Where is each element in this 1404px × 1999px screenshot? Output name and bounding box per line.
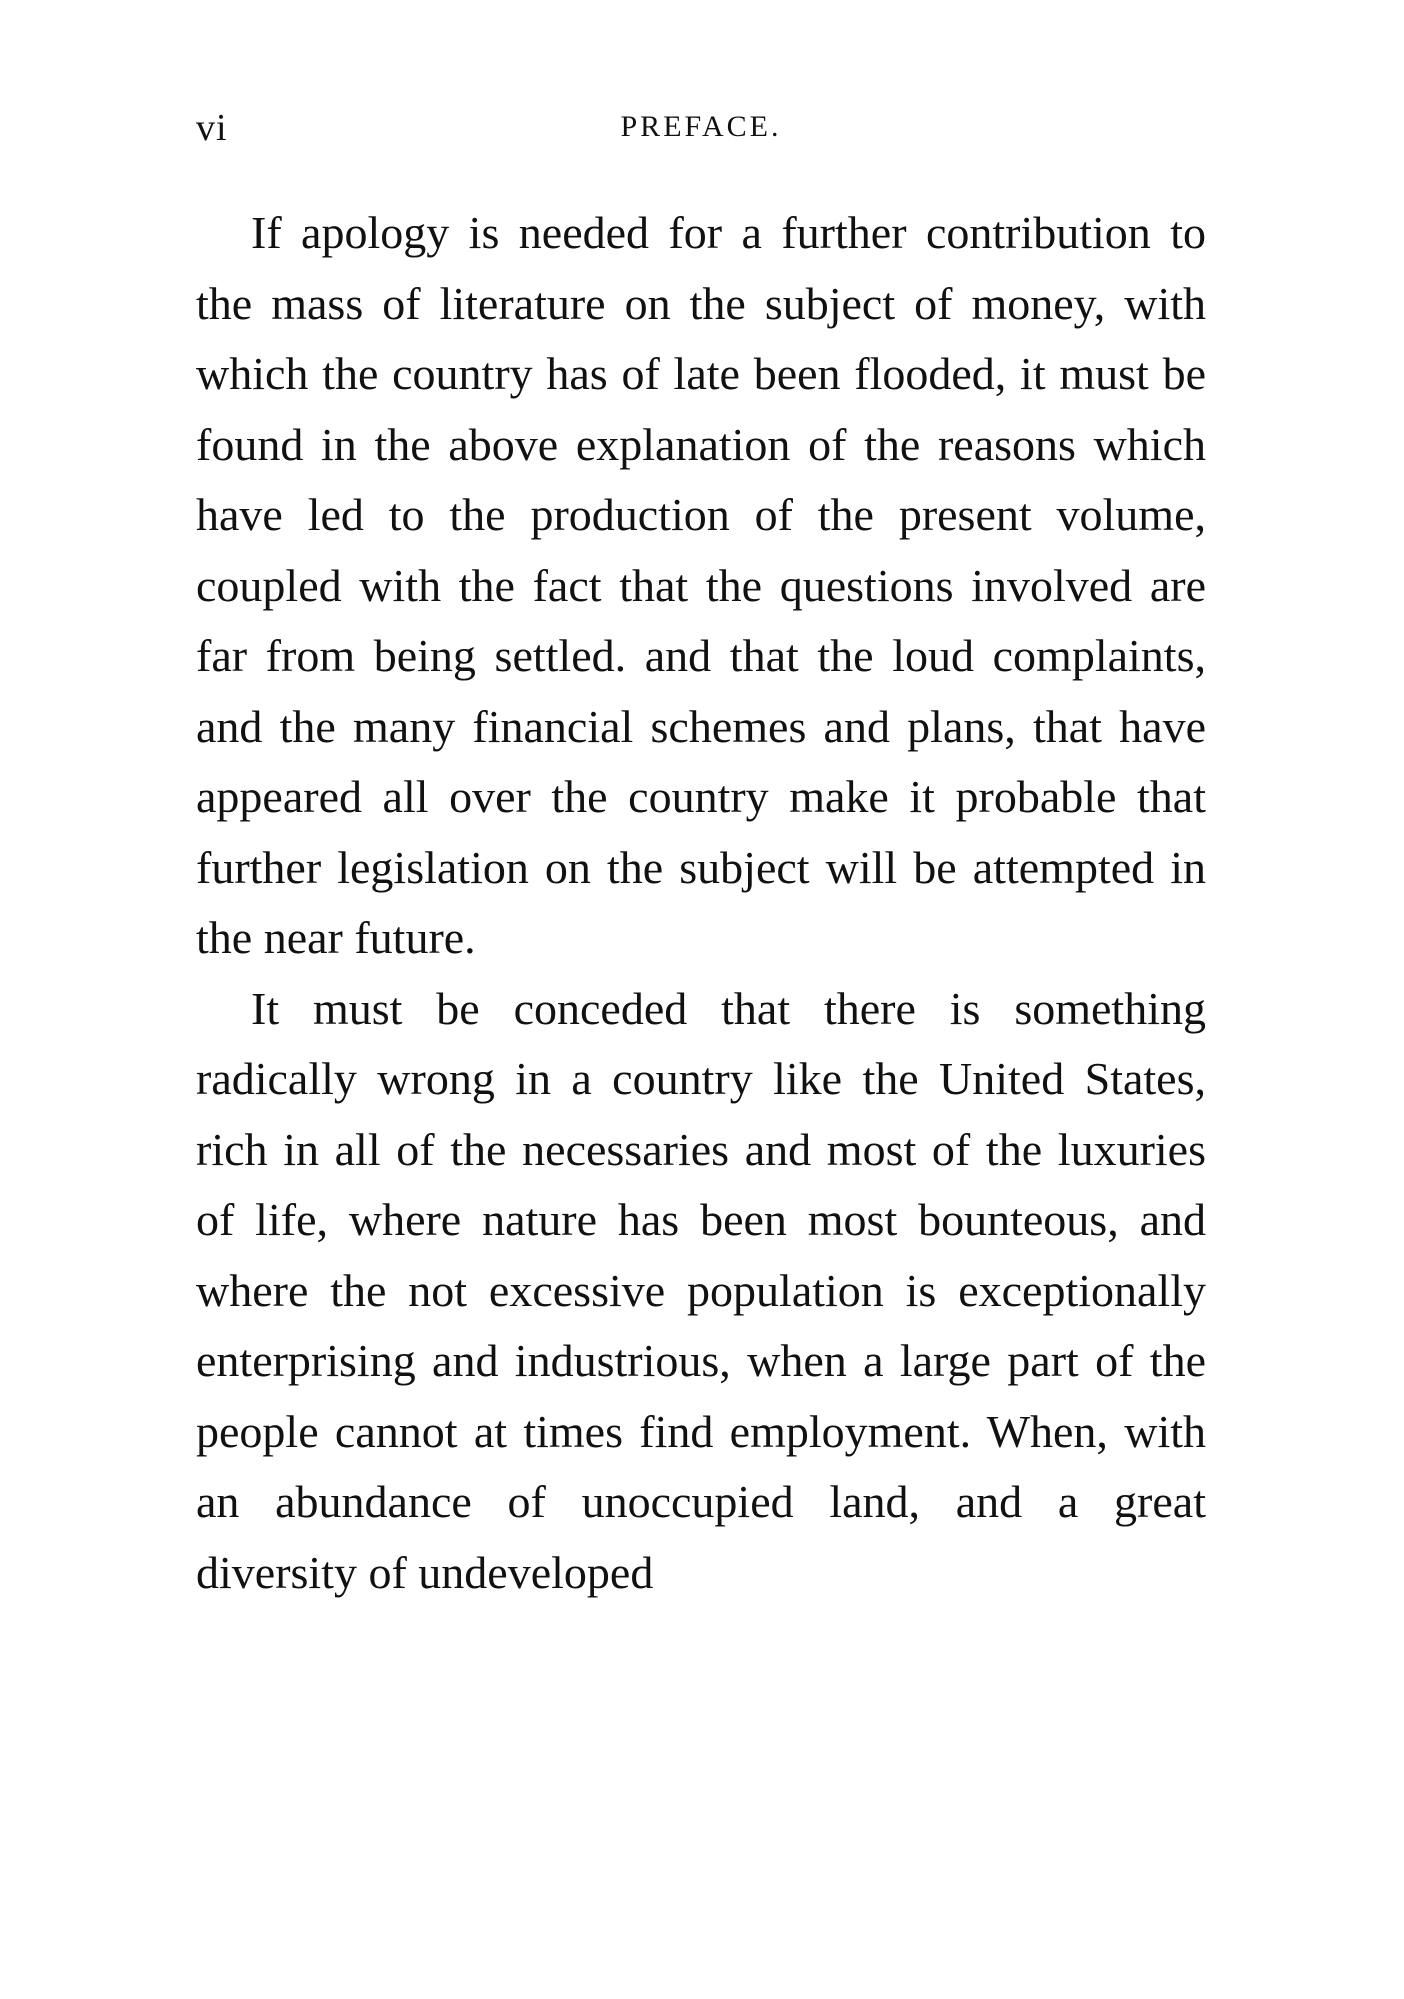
body-text: [196, 198, 1206, 1608]
running-head: PREFACE.: [620, 110, 782, 143]
page-header: [196, 98, 1206, 158]
page-number: vi: [196, 107, 228, 149]
paragraph-1: If apology is needed for a further contribution to the mass of literature on the subject of money, with which the country has of late been flooded, it must be found in the above explanation of the reasons which have led to the production of the present volume, coupled with the fact that the questions involved are far from being settled. and that the loud complaints, and the many financial schemes and plans, that have appeared all over the country make it probable that further legislation on the subject will be attempted in the near future.: [196, 207, 1206, 963]
paragraph-2: It must be conceded that there is something radically wrong in a country like the United States, rich in all of the necessaries and most of the luxuries of life, where nature has been most bounteous, and where the not excessive population is exceptionally enterprising and industrious, when a large part of the people cannot at times find employment. When, with an abundance of unoccupied land, and a great diversity of undeveloped: [196, 982, 1206, 1598]
